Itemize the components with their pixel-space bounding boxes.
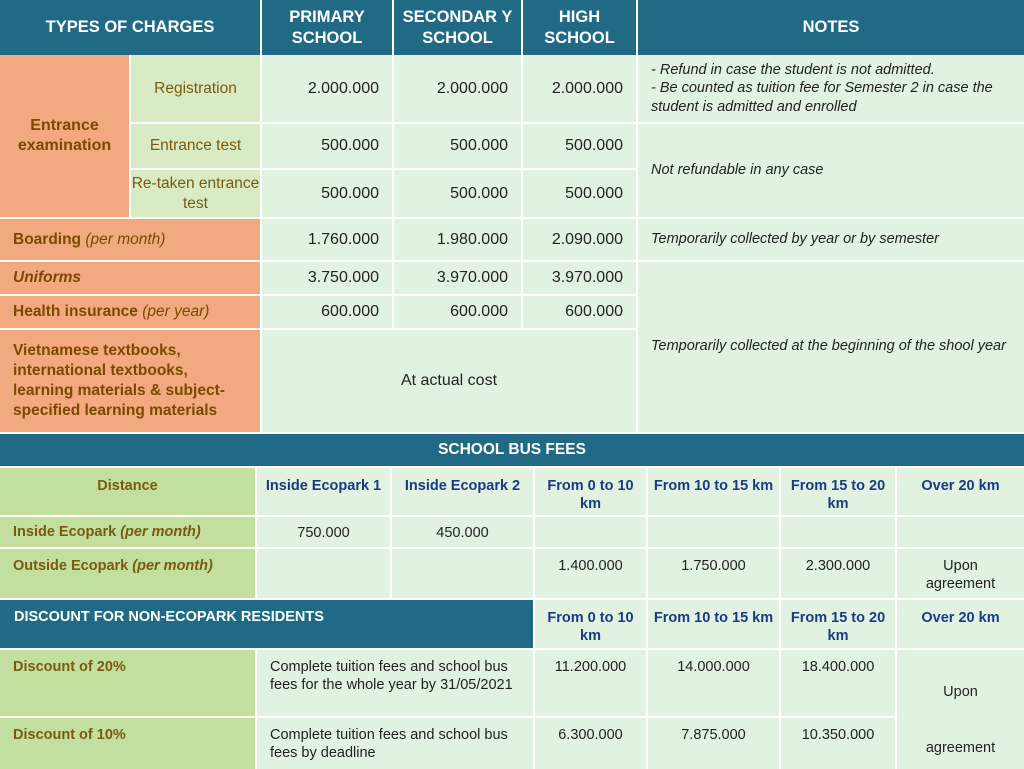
header-secondary-school: SECONDAR Y SCHOOL	[394, 0, 521, 55]
header-primary-school: PRIMARY SCHOOL	[262, 0, 392, 55]
discount-col-15-20km: From 15 to 20 km	[781, 600, 895, 648]
bus-outside-ecopark-label	[0, 549, 255, 598]
retake-test-high: 500.000	[523, 170, 636, 217]
school-bus-fees-title: SCHOOL BUS FEES	[0, 434, 1024, 466]
boarding-primary: 1.760.000	[262, 219, 392, 260]
bus-inside-ecopark-1-value: 750.000	[257, 517, 390, 547]
discount-10-description: Complete tuition fees and school bus fees by deadline	[257, 718, 533, 769]
entrance-test-primary: 500.000	[262, 124, 392, 168]
boarding-notes: Temporarily collected by year or by semester	[638, 219, 1024, 260]
discount-20-10-15km: 14.000.000	[648, 650, 779, 716]
boarding-label-text: Boarding	[13, 230, 82, 248]
retake-test-secondary: 500.000	[394, 170, 521, 217]
discount-title: DISCOUNT FOR NON-ECOPARK RESIDENTS	[0, 600, 533, 648]
discount-20-description: Complete tuition fees and school bus fees for the whole year by 31/05/2021	[257, 650, 533, 716]
bus-outside-10-15km-value: 1.750.000	[648, 549, 779, 598]
discount-20-0-10km: 11.200.000	[535, 650, 646, 716]
discount-10-10-15km: 7.875.000	[648, 718, 779, 769]
bus-col-inside-ecopark-1: Inside Ecopark 1	[257, 468, 390, 515]
health-insurance-secondary: 600.000	[394, 296, 521, 328]
shared-notes-beginning-year: Temporarily collected at the beginning of the shool year	[638, 262, 1024, 432]
bus-outside-0-10km-value: 1.400.000	[535, 549, 646, 598]
discount-10-0-10km: 6.300.000	[535, 718, 646, 769]
boarding-secondary: 1.980.000	[394, 219, 521, 260]
textbooks-label: Vietnamese textbooks, international textbooks, learning materials & subject-specified learning materials	[0, 330, 260, 432]
bus-inside-ecopark-label	[0, 517, 255, 547]
bus-col-inside-ecopark-2: Inside Ecopark 2	[392, 468, 533, 515]
bus-inside-qualifier: (per month)	[120, 523, 201, 540]
discount-20-15-20km: 18.400.000	[781, 650, 895, 716]
uniforms-secondary: 3.970.000	[394, 262, 521, 294]
uniforms-high: 3.970.000	[523, 262, 636, 294]
health-insurance-label	[0, 296, 260, 328]
registration-note-refund: - Refund in case the student is not admitted.	[651, 62, 935, 79]
bus-inside-empty-3	[781, 517, 895, 547]
registration-label: Registration	[131, 55, 260, 122]
entrance-test-notes: Not refundable in any case	[638, 124, 1024, 217]
health-insurance-primary: 600.000	[262, 296, 392, 328]
discount-col-over-20km: Over 20 km	[897, 600, 1024, 648]
uniforms-label: Uniforms	[0, 262, 260, 294]
bus-inside-label-text: Inside Ecopark	[13, 523, 117, 540]
entrance-test-high: 500.000	[523, 124, 636, 168]
retake-test-primary: 500.000	[262, 170, 392, 217]
entrance-test-label: Entrance test	[131, 124, 260, 168]
health-insurance-high: 600.000	[523, 296, 636, 328]
discount-over-20km-upon-agreement	[897, 650, 1024, 769]
discount-upon: Upon	[943, 684, 978, 700]
registration-high: 2.000.000	[523, 55, 636, 122]
registration-note-counted: - Be counted as tuition fee for Semester 2 in case the student is admitted and enrolled	[651, 80, 993, 115]
bus-outside-label-text: Outside Ecopark	[13, 558, 129, 574]
bus-outside-over-20km-value: Upon agreement	[897, 549, 1024, 598]
bus-distance-label: Distance	[0, 468, 255, 515]
discount-20-label: Discount of 20%	[0, 650, 255, 716]
entrance-examination-label: Entrance examination	[0, 55, 129, 217]
bus-inside-empty-1	[535, 517, 646, 547]
discount-col-0-10km: From 0 to 10 km	[535, 600, 646, 648]
retake-test-label: Re-taken entrance test	[131, 170, 260, 217]
bus-inside-empty-4	[897, 517, 1024, 547]
bus-col-15-20km: From 15 to 20 km	[781, 468, 895, 515]
bus-outside-15-20km-value: 2.300.000	[781, 549, 895, 598]
discount-agreement: agreement	[925, 740, 996, 757]
discount-10-15-20km: 10.350.000	[781, 718, 895, 769]
discount-col-10-15km: From 10 to 15 km	[648, 600, 779, 648]
bus-col-over-20km: Over 20 km	[897, 468, 1024, 515]
boarding-qualifier: (per month)	[85, 230, 166, 248]
uniforms-primary: 3.750.000	[262, 262, 392, 294]
bus-col-10-15km: From 10 to 15 km	[648, 468, 779, 515]
bus-outside-qualifier: (per month)	[132, 558, 213, 574]
health-insurance-label-text: Health insurance	[13, 303, 138, 321]
header-high-school: HIGH SCHOOL	[523, 0, 636, 55]
entrance-test-secondary: 500.000	[394, 124, 521, 168]
boarding-label	[0, 219, 260, 260]
registration-notes	[638, 55, 1024, 122]
bus-outside-empty-1	[257, 549, 390, 598]
boarding-high: 2.090.000	[523, 219, 636, 260]
registration-secondary: 2.000.000	[394, 55, 521, 122]
bus-outside-empty-2	[392, 549, 533, 598]
textbooks-actual-cost: At actual cost	[262, 330, 636, 432]
discount-10-label: Discount of 10%	[0, 718, 255, 769]
registration-primary: 2.000.000	[262, 55, 392, 122]
bus-col-0-10km: From 0 to 10 km	[535, 468, 646, 515]
health-insurance-qualifier: (per year)	[142, 303, 210, 321]
bus-inside-empty-2	[648, 517, 779, 547]
header-types-of-charges: TYPES OF CHARGES	[0, 0, 260, 55]
header-notes: NOTES	[638, 0, 1024, 55]
bus-inside-ecopark-2-value: 450.000	[392, 517, 533, 547]
